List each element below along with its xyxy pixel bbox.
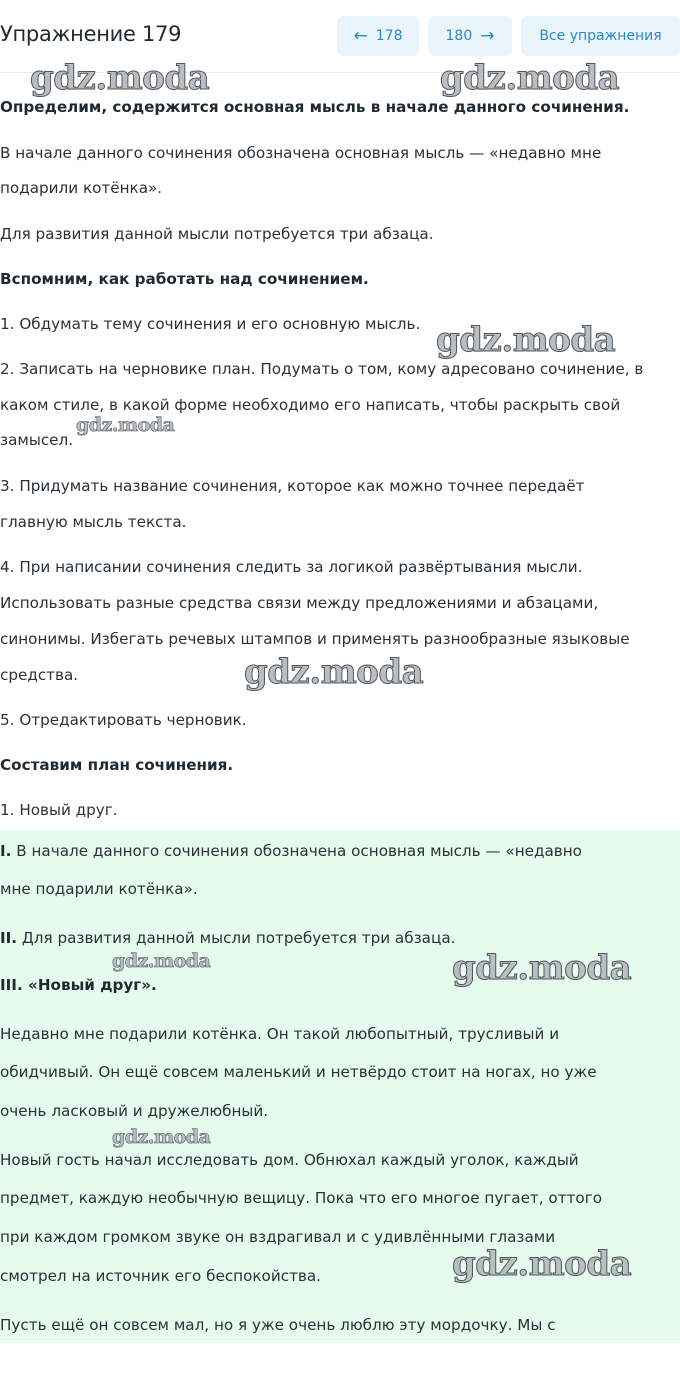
roman-numeral-1: I. bbox=[0, 842, 12, 860]
step-line: Использовать разные средства связи между предложениями и абзацами, bbox=[0, 594, 599, 612]
watermark-logo: gdz.moda bbox=[452, 948, 632, 988]
section-heading: Вспомним, как работать над сочинением. bbox=[0, 270, 369, 288]
essay-line: смотрел на источник его беспокойства. bbox=[0, 1267, 322, 1285]
prev-exercise-label: 178 bbox=[375, 28, 403, 44]
step-line: 1. Обдумать тему сочинения и его основную мысль. bbox=[0, 315, 421, 333]
essay-line: Недавно мне подарили котёнка. Он такой любопытный, трусливый и bbox=[0, 1025, 560, 1043]
roman-numeral-2: II. bbox=[0, 929, 18, 947]
step-line: средства. bbox=[0, 666, 79, 684]
plan-item: 1. Новый друг. bbox=[0, 801, 118, 819]
watermark-logo: gdz.moda bbox=[244, 652, 424, 692]
step-line: каком стиле, в какой форме необходимо его написать, чтобы раскрыть свой bbox=[0, 396, 621, 414]
answer-line: мне подарили котёнка». bbox=[0, 880, 198, 898]
all-exercises-button[interactable] bbox=[521, 16, 680, 56]
watermark-logo: gdz.moda bbox=[112, 1126, 211, 1148]
essay-line: Пусть ещё он совсем мал, но я уже очень люблю эту мордочку. Мы с bbox=[0, 1316, 556, 1334]
paragraph-line: В начале данного сочинения обозначена основная мысль — «недавно мне bbox=[0, 144, 602, 162]
prev-exercise-button[interactable] bbox=[337, 16, 419, 56]
page-title: Упражнение 179 bbox=[0, 22, 182, 46]
answer-line bbox=[0, 842, 676, 860]
essay-line: при каждом громком звуке он вздрагивал и с удивлёнными глазами bbox=[0, 1228, 556, 1246]
step-line: 5. Отредактировать черновик. bbox=[0, 711, 247, 729]
paragraph-line: подарили котёнка». bbox=[0, 179, 163, 197]
step-line: замысел. bbox=[0, 431, 74, 449]
watermark-logo: gdz.moda bbox=[112, 950, 211, 972]
arrow-left-icon: ← bbox=[353, 25, 368, 46]
section-heading: Составим план сочинения. bbox=[0, 756, 234, 774]
next-exercise-button[interactable] bbox=[428, 16, 512, 56]
watermark-logo: gdz.moda bbox=[440, 58, 620, 98]
watermark-logo: gdz.moda bbox=[452, 1244, 632, 1284]
essay-line: предмет, каждую необычную вещицу. Пока что его многое пугает, оттого bbox=[0, 1189, 602, 1207]
step-line: 2. Записать на черновике план. Подумать о том, кому адресовано сочинение, в bbox=[0, 360, 644, 378]
arrow-right-icon: → bbox=[480, 25, 495, 46]
watermark-logo: gdz.moda bbox=[76, 414, 175, 436]
step-line: 4. При написании сочинения следить за логикой развёртывания мысли. bbox=[0, 558, 583, 576]
watermark-logo: gdz.moda bbox=[436, 320, 616, 360]
essay-title: III. «Новый друг». bbox=[0, 976, 157, 994]
step-line: синонимы. Избегать речевых штампов и применять разнообразные языковые bbox=[0, 630, 630, 648]
essay-line: очень ласковый и дружелюбный. bbox=[0, 1102, 269, 1120]
answer-text: Для развития данной мысли потребуется три абзаца. bbox=[21, 929, 456, 947]
answer-line bbox=[0, 929, 676, 947]
watermark-logo: gdz.moda bbox=[30, 58, 210, 98]
step-line: главную мысль текста. bbox=[0, 513, 187, 531]
section-heading: Определим, содержится основная мысль в начале данного сочинения. bbox=[0, 98, 630, 116]
step-line: 3. Придумать название сочинения, которое как можно точнее передаёт bbox=[0, 477, 585, 495]
next-exercise-label: 180 bbox=[445, 28, 473, 44]
essay-line: обидчивый. Он ещё совсем маленький и нетвёрдо стоит на ногах, но уже bbox=[0, 1063, 597, 1081]
answer-text: В начале данного сочинения обозначена основная мысль — «недавно bbox=[16, 842, 582, 860]
paragraph-line: Для развития данной мысли потребуется три абзаца. bbox=[0, 225, 434, 243]
essay-line: Новый гость начал исследовать дом. Обнюхал каждый уголок, каждый bbox=[0, 1151, 579, 1169]
all-exercises-label: Все упражнения bbox=[539, 28, 662, 44]
